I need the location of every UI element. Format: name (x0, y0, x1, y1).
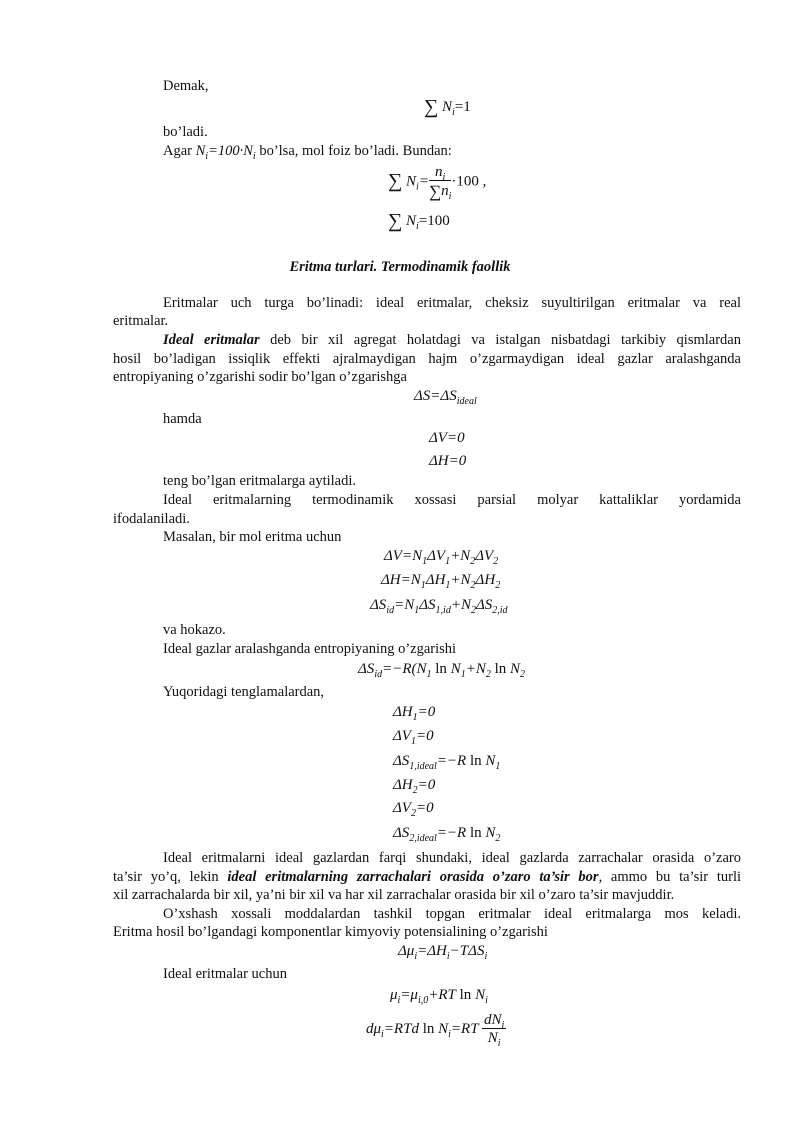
text-va-hokazo: va hokazo. (163, 622, 226, 638)
text-hamda: hamda (163, 411, 202, 427)
para-diff-line1: Ideal eritmalarni ideal gazlardan farqi shundaki, ideal gazlarda zarrachalar orasida o’zaro (163, 850, 741, 866)
para-types-line1: Eritmalar uch turga bo’linadi: ideal eritmalar, cheksiz suyultirilgan eritmalar va real (163, 295, 741, 311)
para-similar-line2: Eritma hosil bo’lgandagi komponentlar kimyoviy potensialining o’zgarishi (113, 924, 548, 940)
equation-dmu: $\Delta\mu_i=\Delta H_i-T\Delta S_i$ (398, 943, 488, 962)
text-ideal-gaz: Ideal gazlar aralashganda entropiyaning o’zgarishi (163, 641, 457, 657)
text-masalan: Masalan, bir mol eritma uchun (163, 529, 342, 545)
para-ideal-line3: entropiyaning o’zgarishi sodir bo’lgan o’zgarishga (113, 369, 407, 385)
equation-dH-zero: ΔH=0 (429, 453, 467, 469)
equation-dV-partial: $\Delta V=N_1\Delta V_1+N_2\Delta V_2$ (384, 548, 499, 567)
equation-sum-ni-1: ∑ $N_i=1$ (424, 96, 471, 118)
equation-dV1: $\Delta V_1=0$ (393, 728, 434, 747)
section-heading: Eritma turlari. Termodinamik faollik (289, 259, 511, 275)
text-agar: Agar $N_i=100\cdot N_i$ bo’lsa, mol foiz bo’ladi. Bundan: (163, 143, 452, 162)
equation-dV2: $\Delta V_2=0$ (393, 800, 434, 819)
equation-dH1: $\Delta H_1=0$ (393, 704, 436, 723)
para-ideal-line2: hosil bo’ladigan issiqlik effekti ajralmaydigan hajm o’zgarmaydigan ideal gazlar aralashganda (113, 351, 741, 367)
para-thermo-line1: Ideal eritmalarning termodinamik xossasi parsial molyar kattaliklar yordamida (163, 492, 741, 508)
equation-dS-partial: $\Delta S_{id}=N_1\Delta S_{1,id}+N_2\Delta S_{2,id}$ (370, 597, 508, 616)
text-ideal-uchun: Ideal eritmalar uchun (163, 966, 287, 982)
para-diff-line3: xil zarrachalarda bir xil, ya’ni bir xil va har xil zarrachalar orasida bir xil o’zaro ta’sir mavjuddir. (113, 887, 675, 903)
equation-mol-percent: ∑ $N_i=$ $\frac{n_i}{\sum n_i}$ ·100 , (388, 164, 487, 202)
equation-dmu-diff: $d\mu_i=RTd$ $\ln N_i=RT$ $\frac{dN_i}{N_i}$ (366, 1012, 505, 1049)
para-diff-line2: ta’sir yo’q, lekin ideal eritmalarning zarrachalari orasida o’zaro ta’sir bor, ammo bu ta’sir turli (113, 869, 742, 885)
equation-dS1: $\Delta S_{1,ideal}=-R$ $\ln N_1$ (393, 753, 501, 772)
text-boladi: bo’ladi. (163, 124, 208, 140)
text-demak: Demak, (163, 78, 209, 94)
equation-sum-100: ∑ $N_i=100$ (388, 210, 450, 232)
equation-mu: $\mu_i=\mu_{i,0}+RT$ $\ln N_i$ (390, 987, 488, 1006)
equation-dS-mixing: $\Delta S_{id}=-R(N_1$ $\ln N_1+N_2$ $\ln N_2$ (358, 661, 526, 680)
equation-dS2: $\Delta S_{2,ideal}=-R$ $\ln N_2$ (393, 825, 501, 844)
para-ideal-line1: Ideal eritmalar deb bir xil agregat holatdagi va istalgan nisbatdagi tarkibiy qismlardan (163, 332, 741, 348)
para-types-line2: eritmalar. (113, 313, 169, 329)
equation-dV-zero: ΔV=0 (429, 430, 465, 446)
equation-dH-partial: $\Delta H=N_1\Delta H_1+N_2\Delta H_2$ (381, 572, 501, 591)
text-yuqoridagi: Yuqoridagi tenglamalardan, (163, 684, 325, 700)
para-similar-line1: O’xshash xossali moddalardan tashkil topgan eritmalar ideal eritmalarga mos keladi. (163, 906, 741, 922)
equation-dS-ideal: $\Delta S=\Delta S_{ideal}$ (414, 388, 477, 407)
equation-dH2: $\Delta H_2=0$ (393, 777, 436, 796)
para-thermo-line2: ifodalaniladi. (113, 511, 190, 527)
text-teng: teng bo’lgan eritmalarga aytiladi. (163, 473, 356, 489)
